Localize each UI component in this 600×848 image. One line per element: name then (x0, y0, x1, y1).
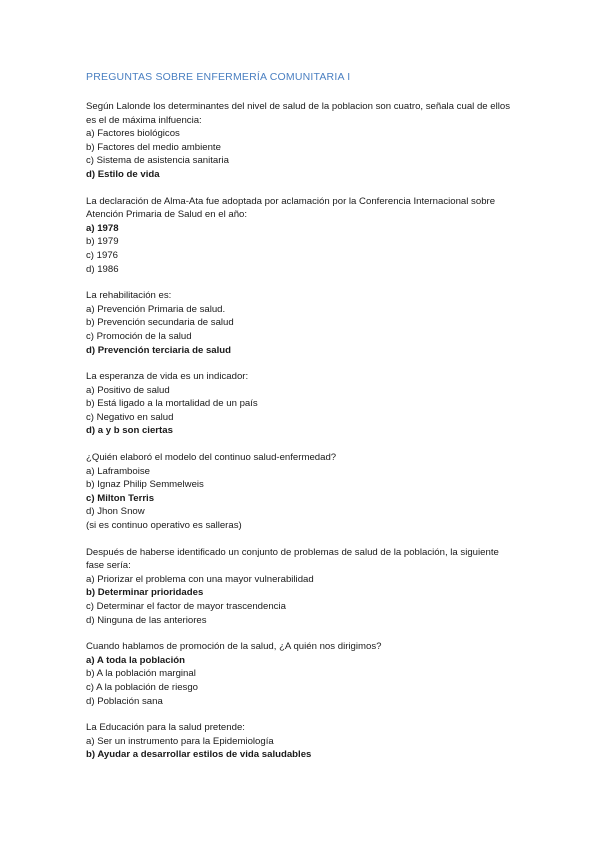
options-list (86, 735, 516, 762)
question-text: ¿Quién elaboró el modelo del continuo salud-enfermedad? (86, 452, 337, 464)
option: d) Ninguna de las anteriores (86, 614, 207, 626)
option: c) Determinar el factor de mayor trascendencia (86, 601, 286, 612)
question-6 (86, 546, 516, 628)
question-2 (86, 195, 516, 277)
option: b) Factores del medio ambiente (86, 141, 221, 153)
document-title: PREGUNTAS SOBRE ENFERMERÍA COMUNITARIA I (86, 71, 351, 83)
question-note: (si es continuo operativo es salleras) (86, 520, 242, 532)
option-correct: b) Determinar prioridades (86, 587, 204, 599)
option: b) Ignaz Philip Semmelweis (86, 479, 204, 491)
question-5 (86, 451, 516, 533)
options-list (86, 654, 516, 708)
options-list (86, 465, 516, 519)
option-correct: a) A toda la población (86, 654, 185, 666)
options-list (86, 573, 516, 627)
option: a) Positivo de salud (86, 384, 170, 396)
option: c) Sistema de asistencia sanitaria (86, 155, 229, 167)
option: c) Negativo en salud (86, 411, 174, 423)
option: a) Prevención Primaria de salud. (86, 303, 226, 315)
option: a) Laframboise (86, 465, 150, 477)
option: d) 1986 (86, 263, 119, 275)
option-correct: d) Prevención terciaria de salud (86, 344, 232, 356)
question-text: Según Lalonde los determinantes del nivel de salud de la poblacion son cuatro, señala cual de ellos es el de máxima inlfuencia: (86, 101, 511, 126)
option-correct: d) Estilo de vida (86, 168, 160, 180)
option: c) 1976 (86, 249, 118, 261)
option: a) Priorizar el problema con una mayor vulnerabilidad (86, 573, 314, 585)
question-4 (86, 370, 516, 438)
question-1 (86, 100, 516, 182)
document-page (86, 70, 516, 775)
option: b) A la población marginal (86, 668, 196, 680)
option: c) Promoción de la salud (86, 330, 192, 342)
question-text: Después de haberse identificado un conjunto de problemas de salud de la población, la siguiente fase sería: (86, 546, 499, 572)
option-correct: d) a y b son ciertas (86, 425, 173, 437)
question-text: La declaración de Alma-Ata fue adoptada por aclamación por la Conferencia Internacional sobre Atención Primaria de Salud en el año: (86, 195, 496, 221)
question-text: La Educación para la salud pretende: (86, 722, 245, 734)
option-correct: c) Milton Terris (86, 492, 155, 504)
option-correct: b) Ayudar a desarrollar estilos de vida saludables (86, 749, 312, 761)
option: b) Está ligado a la mortalidad de un país (86, 398, 258, 410)
options-list (86, 222, 516, 276)
question-text: Cuando hablamos de promoción de la salud, ¿A quién nos dirigimos? (86, 641, 382, 653)
question-text: La rehabilitación es: (86, 290, 172, 302)
options-list (86, 384, 516, 438)
question-3 (86, 289, 516, 357)
question-7 (86, 640, 516, 708)
option: d) Población sana (86, 695, 163, 707)
option: b) Prevención secundaria de salud (86, 317, 234, 329)
option: a) Ser un instrumento para la Epidemiología (86, 735, 274, 747)
options-list (86, 303, 516, 357)
option: d) Jhon Snow (86, 506, 145, 518)
option: c) A la población de riesgo (86, 681, 198, 693)
options-list (86, 127, 516, 181)
option: b) 1979 (86, 236, 119, 248)
question-text: La esperanza de vida es un indicador: (86, 371, 249, 383)
option-correct: a) 1978 (86, 222, 119, 234)
option: a) Factores biológicos (86, 128, 180, 140)
question-8 (86, 721, 516, 762)
